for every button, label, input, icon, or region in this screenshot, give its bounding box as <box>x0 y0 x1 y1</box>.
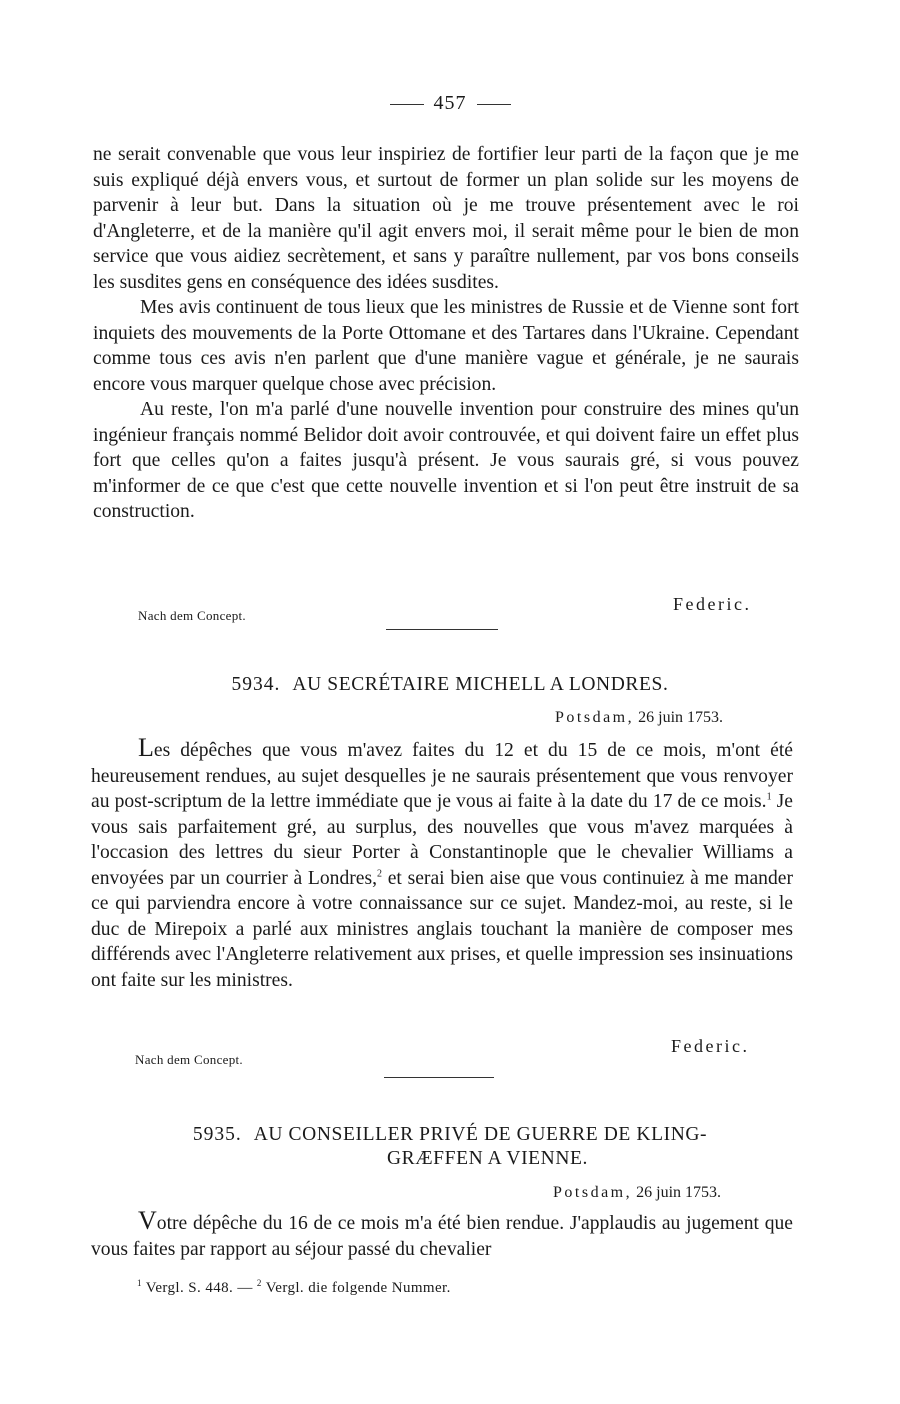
footnote-ref: 1 <box>766 791 772 803</box>
footnote-marker: 2 <box>256 1278 262 1288</box>
signature: Federic. <box>673 594 752 614</box>
date: 26 juin 1753. <box>636 1184 722 1201</box>
text-segment: et serai bien aise que vous continuiez à me mander ce qui parviendra encore à votre connaissance sur ce sujet. Mandez-moi, au reste, si le duc de Mirepoix a parlé aux ministres anglais touchant la manière de composer mes différends avec l'Angleterre relativement aux prises, et quelle impression ses insinuations ont faite sur les ministres. <box>91 867 793 991</box>
text-segment: Je vous sais parfaitement gré, au surplus, des nouvelles que vous m'avez marquées à l'occasion des lettres du sieur Porter à Constantinople que le chevalier Williams a envoyées par un courrier à Londres, <box>91 791 793 889</box>
source-note: Nach dem Concept. <box>138 608 246 623</box>
header-dash-left <box>390 104 424 105</box>
letter-number: 5934. <box>231 674 281 695</box>
page-number: 457 <box>433 92 467 114</box>
letter-title-line1: AU CONSEILLER PRIVÉ DE GUERRE DE KLING- <box>253 1124 708 1145</box>
footnote-text: Vergl. die folgende Nummer. <box>261 1280 451 1296</box>
footnote-marker: 1 <box>137 1278 142 1288</box>
paragraph <box>91 735 793 993</box>
letter-heading-5935 <box>0 1124 900 1146</box>
text-segment: es dépêches que vous m'avez faites du 12 et du 15 de ce mois, m'ont été heureusement rendues, au sujet desquelles je ne saurais présentement que vous renvoyer au post-scriptum de la lettre immédiate que je vous ai faite à la date du 17 de ce mois. <box>91 740 793 812</box>
place-date <box>555 709 723 727</box>
drop-cap: V <box>138 1206 157 1235</box>
place: Potsdam, <box>555 709 635 726</box>
page-header <box>0 92 900 115</box>
source-note: Nach dem Concept. <box>135 1052 243 1067</box>
paragraph: ne serait convenable que vous leur inspiriez de fortifier leur parti de la façon que je me suis expliqué déjà envers vous, et surtout de former un plan solide sur les moyens de parvenir à leur but. Dans la situation où je me trouve présentement avec le roi d'Angleterre, et de la manière qu'il agit envers moi, il serait même pour le bien de mon service que vous aidiez secrètement, et sans y paraître nullement, par vos bons conseils les susdites gens en conséquence des idées susdites. <box>93 144 799 293</box>
letter-heading-5934 <box>0 674 900 696</box>
section-divider <box>384 1077 494 1078</box>
text-segment: otre dépêche du 16 de ce mois m'a été bien rendue. J'applaudis au jugement que vous faites par rapport au séjour passé du chevalier <box>91 1213 793 1260</box>
footnote-text: Vergl. S. 448. — <box>141 1280 257 1296</box>
section-divider <box>386 629 498 630</box>
paragraph: Mes avis continuent de tous lieux que les ministres de Russie et de Vienne sont fort inquiets des mouvements de la Porte Ottomane et des Tartares dans l'Ukraine. Cependant comme tous ces avis n'en parlent que d'une manière vague et générale, je ne saurais encore vous marquer quelque chose avec précision. <box>93 297 799 395</box>
letter-body-5934 <box>91 735 793 993</box>
letter-number: 5935. <box>192 1124 242 1145</box>
letter-title: AU SECRÉTAIRE MICHELL A LONDRES. <box>292 674 669 695</box>
signature: Federic. <box>671 1036 750 1056</box>
footnote-ref: 2 <box>377 867 382 879</box>
header-dash-right <box>477 104 511 105</box>
previous-letter-body <box>93 142 799 525</box>
paragraph: Au reste, l'on m'a parlé d'une nouvelle invention pour construire des mines qu'un ingénieur français nommé Belidor doit avoir controuvée, et qui doivent faire un effet plus fort que celles qu'on a faites jusqu'à présent. Je vous saurais gré, si vous pouvez m'informer de ce que c'est que cette nouvelle invention et si l'on peut être instruit de sa construction. <box>93 399 799 522</box>
place: Potsdam, <box>553 1184 633 1201</box>
footnotes <box>137 1280 451 1297</box>
paragraph <box>91 1208 793 1262</box>
letter-body-5935 <box>91 1208 793 1262</box>
letter-heading-5935-line2 <box>0 1148 900 1170</box>
place-date <box>553 1184 721 1202</box>
letter-title-line2: GRÆFFEN A VIENNE. <box>386 1148 589 1169</box>
date: 26 juin 1753. <box>638 709 724 726</box>
drop-cap: L <box>138 733 154 762</box>
